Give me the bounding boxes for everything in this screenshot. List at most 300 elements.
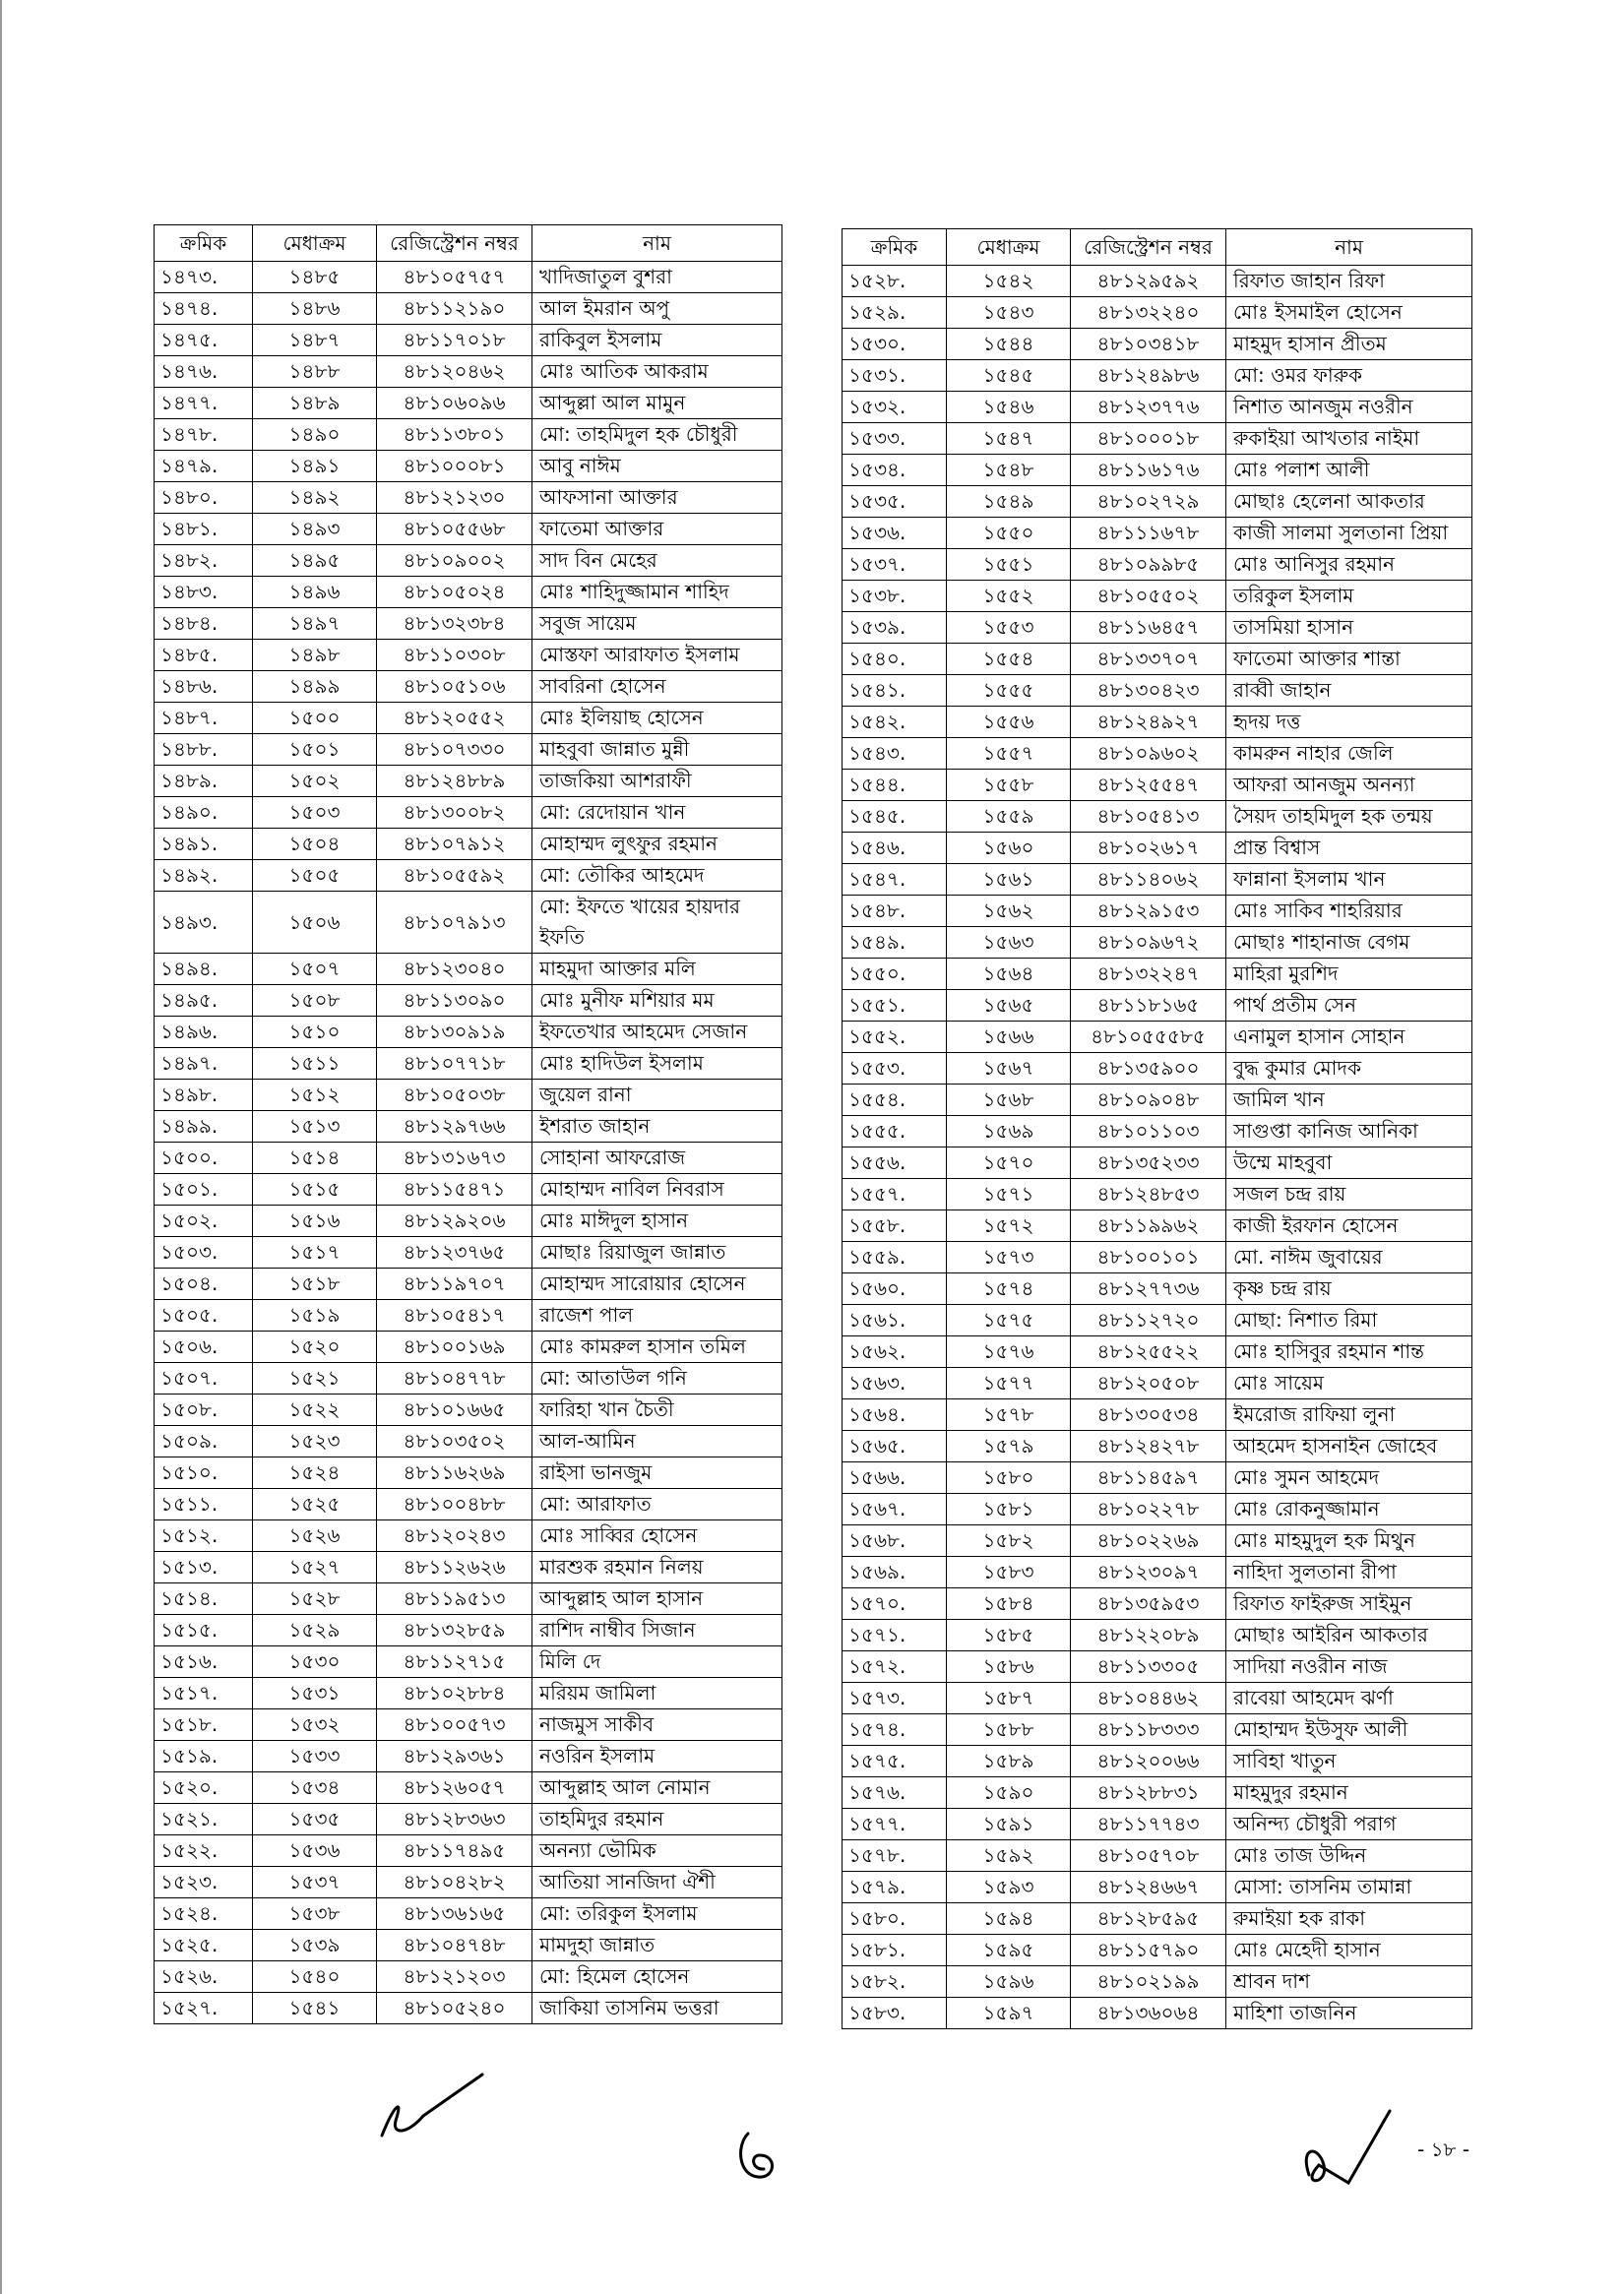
cell-name: আল ইমরান অপু — [532, 293, 782, 325]
cell-name: রাইসা ভানজুম — [532, 1457, 782, 1489]
cell-registration: ৪৮১০৭৯১৩ — [377, 892, 532, 954]
table-row — [155, 262, 782, 293]
cell-serial: ১৫৭০. — [843, 1588, 947, 1620]
cell-serial: ১৫৩৫. — [843, 486, 947, 518]
cell-merit: ১৪৯০ — [253, 419, 377, 451]
cell-serial: ১৪৮৬. — [155, 671, 253, 703]
cell-serial: ১৫৩৭. — [843, 549, 947, 581]
table-row — [843, 1273, 1472, 1305]
cell-registration: ৪৮১০৯৯৮৫ — [1071, 549, 1226, 581]
table-row — [155, 1835, 782, 1867]
cell-registration: ৪৮১০৪২৮২ — [377, 1867, 532, 1898]
cell-registration: ৪৮১০৬০৯৬ — [377, 388, 532, 419]
cell-registration: ৪৮১২৮৫৯৫ — [1071, 1903, 1226, 1935]
cell-registration: ৪৮১৩০৫৩৪ — [1071, 1399, 1226, 1431]
cell-merit: ১৫৯৬ — [947, 1966, 1071, 1998]
cell-merit: ১৪৯৬ — [253, 577, 377, 608]
cell-serial: ১৫৭৮. — [843, 1840, 947, 1872]
cell-registration: ৪৮১১৯৯৬২ — [1071, 1210, 1226, 1242]
cell-merit: ১৫৭৭ — [947, 1368, 1071, 1399]
cell-merit: ১৫১৬ — [253, 1206, 377, 1237]
cell-name: মাহমুদ হাসান প্রীতম — [1226, 329, 1472, 360]
cell-name: আব্দুল্লাহ আল হাসান — [532, 1583, 782, 1615]
cell-serial: ১৫৪৪. — [843, 770, 947, 801]
cell-name: রিফাত জাহান রিফা — [1226, 266, 1472, 297]
cell-serial: ১৪৭৬. — [155, 356, 253, 388]
cell-merit: ১৪৯৭ — [253, 608, 377, 640]
table-row — [155, 1489, 782, 1520]
cell-name: অনন্যা ভৌমিক — [532, 1835, 782, 1867]
cell-serial: ১৫২৩. — [155, 1867, 253, 1898]
cell-serial: ১৫৫৭. — [843, 1179, 947, 1210]
cell-name: মাহমুদুর রহমান — [1226, 1777, 1472, 1809]
cell-serial: ১৫৬৯. — [843, 1557, 947, 1588]
cell-name: মোছাঃ রিয়াজুল জান্নাত — [532, 1237, 782, 1269]
cell-registration: ৪৮১০০০১৮ — [1071, 423, 1226, 455]
table-row — [155, 1804, 782, 1835]
cell-name: মাহমুদা আক্তার মলি — [532, 954, 782, 985]
cell-name: আল-আমিন — [532, 1426, 782, 1457]
cell-registration: ৪৮১১৫৭৯০ — [1071, 1935, 1226, 1966]
cell-name: মোঃ শাহিদুজ্জামান শাহিদ — [532, 577, 782, 608]
cell-registration: ৪৮১০৫৫০২ — [1071, 581, 1226, 612]
cell-registration: ৪৮১০৫৫৬৮ — [377, 514, 532, 545]
table-row — [155, 1300, 782, 1332]
table-row — [155, 1741, 782, 1772]
cell-registration: ৪৮১২৫৫২২ — [1071, 1336, 1226, 1368]
cell-serial: ১৫৫৫. — [843, 1116, 947, 1147]
header-registration: রেজিস্ট্রেশন নম্বর — [1071, 229, 1226, 266]
cell-merit: ১৫৯৭ — [947, 1998, 1071, 2029]
scan-edge-line — [0, 0, 2, 2294]
table-row — [843, 1840, 1472, 1872]
cell-merit: ১৫৩৭ — [253, 1867, 377, 1898]
cell-serial: ১৫৪২. — [843, 707, 947, 738]
cell-serial: ১৫০৭. — [155, 1363, 253, 1395]
cell-name: তাসমিয়া হাসান — [1226, 612, 1472, 644]
cell-serial: ১৫১৯. — [155, 1741, 253, 1772]
cell-name: জাকিয়া তাসনিম ভত্তরা — [532, 1993, 782, 2024]
cell-serial: ১৫৪৯. — [843, 927, 947, 959]
cell-registration: ৪৮১৩৫২৩৩ — [1071, 1147, 1226, 1179]
cell-registration: ৪৮১০০৪৮৮ — [377, 1489, 532, 1520]
cell-registration: ৪৮১০৯০৪৮ — [1071, 1085, 1226, 1116]
table-row — [155, 1048, 782, 1080]
table-row — [843, 392, 1472, 423]
cell-merit: ১৫১৭ — [253, 1237, 377, 1269]
table-row — [155, 1457, 782, 1489]
cell-registration: ৪৮১২৬০৫৭ — [377, 1772, 532, 1804]
cell-serial: ১৪৮৯. — [155, 766, 253, 797]
cell-serial: ১৫৩১. — [843, 360, 947, 392]
cell-name: ইফতেখার আহমেদ সেজান — [532, 1017, 782, 1048]
cell-merit: ১৪৯২ — [253, 482, 377, 514]
cell-serial: ১৫২৮. — [843, 266, 947, 297]
cell-merit: ১৫০৩ — [253, 797, 377, 829]
cell-merit: ১৫০৭ — [253, 954, 377, 985]
table-row — [843, 1935, 1472, 1966]
cell-serial: ১৫১২. — [155, 1520, 253, 1552]
cell-registration: ৪৮১১২১৯০ — [377, 293, 532, 325]
table-row — [155, 1583, 782, 1615]
cell-name: সোহানা আফরোজ — [532, 1143, 782, 1174]
cell-serial: ১৫১৫. — [155, 1615, 253, 1646]
cell-serial: ১৫২৫. — [155, 1930, 253, 1961]
cell-registration: ৪৮১৩৩৭০৭ — [1071, 644, 1226, 675]
cell-registration: ৪৮১১৭৪৯৫ — [377, 1835, 532, 1867]
cell-serial: ১৫৭৫. — [843, 1746, 947, 1777]
cell-serial: ১৫৬৫. — [843, 1431, 947, 1462]
cell-merit: ১৫২০ — [253, 1332, 377, 1363]
table-row — [843, 1777, 1472, 1809]
cell-name: রাজেশ পাল — [532, 1300, 782, 1332]
cell-registration: ৪৮১২৮৮৩১ — [1071, 1777, 1226, 1809]
cell-merit: ১৫৮৬ — [947, 1651, 1071, 1683]
cell-registration: ৪৮১২৫৫৪৭ — [1071, 770, 1226, 801]
table-row — [155, 1111, 782, 1143]
cell-name: কাজী ইরফান হোসেন — [1226, 1210, 1472, 1242]
table-row — [155, 545, 782, 577]
cell-merit: ১৫২৩ — [253, 1426, 377, 1457]
table-row — [843, 738, 1472, 770]
table-row — [155, 766, 782, 797]
cell-merit: ১৫৬৭ — [947, 1053, 1071, 1085]
cell-registration: ৪৮১০৫৪১৩ — [1071, 801, 1226, 833]
cell-serial: ১৫৬৩. — [843, 1368, 947, 1399]
cell-name: মোছাঃ শাহানাজ বেগম — [1226, 927, 1472, 959]
table-row — [843, 1147, 1472, 1179]
cell-merit: ১৫০০ — [253, 703, 377, 734]
table-row — [843, 1683, 1472, 1714]
table-row — [155, 671, 782, 703]
cell-serial: ১৫৪৬. — [843, 833, 947, 864]
cell-name: ফারিহা খান চৈতী — [532, 1395, 782, 1426]
cell-registration: ৪৮১০৯০০২ — [377, 545, 532, 577]
cell-serial: ১৪৭৫. — [155, 325, 253, 356]
cell-serial: ১৫৭২. — [843, 1651, 947, 1683]
cell-merit: ১৪৮৭ — [253, 325, 377, 356]
cell-registration: ৪৮১০০১০১ — [1071, 1242, 1226, 1273]
cell-serial: ১৪৯২. — [155, 860, 253, 892]
cell-name: মোঃ আনিসুর রহমান — [1226, 549, 1472, 581]
cell-merit: ১৫২১ — [253, 1363, 377, 1395]
cell-merit: ১৪৮৯ — [253, 388, 377, 419]
cell-registration: ৪৮১২৩০৪০ — [377, 954, 532, 985]
cell-serial: ১৫৬৪. — [843, 1399, 947, 1431]
cell-merit: ১৫৬১ — [947, 864, 1071, 896]
cell-serial: ১৪৯৩. — [155, 892, 253, 954]
table-row — [843, 1336, 1472, 1368]
cell-name: কাজী সালমা সুলতানা প্রিয়া — [1226, 518, 1472, 549]
cell-merit: ১৪৯৫ — [253, 545, 377, 577]
cell-name: বুদ্ধ কুমার মোদক — [1226, 1053, 1472, 1085]
cell-merit: ১৪৮৫ — [253, 262, 377, 293]
table-row — [843, 1872, 1472, 1903]
cell-serial: ১৫৭১. — [843, 1620, 947, 1651]
cell-registration: ৪৮১০২৮৮৪ — [377, 1678, 532, 1709]
table-row — [155, 1237, 782, 1269]
table-row — [155, 293, 782, 325]
table-row — [843, 1305, 1472, 1336]
cell-merit: ১৫৭০ — [947, 1147, 1071, 1179]
cell-serial: ১৫২০. — [155, 1772, 253, 1804]
cell-merit: ১৫২৯ — [253, 1615, 377, 1646]
table-row — [843, 1179, 1472, 1210]
cell-serial: ১৫২৭. — [155, 1993, 253, 2024]
cell-name: ফাতেমা আক্তার শান্তা — [1226, 644, 1472, 675]
cell-serial: ১৫৫২. — [843, 1022, 947, 1053]
cell-merit: ১৫৪৯ — [947, 486, 1071, 518]
cell-merit: ১৫২৬ — [253, 1520, 377, 1552]
table-row — [843, 1431, 1472, 1462]
cell-registration: ৪৮১০৫৪১৭ — [377, 1300, 532, 1332]
cell-name: মো. নাঈম জুবায়ের — [1226, 1242, 1472, 1273]
table-row — [843, 581, 1472, 612]
table-row — [155, 1898, 782, 1930]
table-row — [155, 954, 782, 985]
cell-merit: ১৫৩৩ — [253, 1741, 377, 1772]
cell-merit: ১৫১৮ — [253, 1269, 377, 1300]
cell-name: মো: আতাউল গনি — [532, 1363, 782, 1395]
cell-merit: ১৫৬৯ — [947, 1116, 1071, 1147]
cell-registration: ৪৮১০২৬১৭ — [1071, 833, 1226, 864]
table-row — [843, 329, 1472, 360]
cell-name: খাদিজাতুল বুশরা — [532, 262, 782, 293]
cell-serial: ১৫১৮. — [155, 1709, 253, 1741]
cell-registration: ৪৮১২০০৬৬ — [1071, 1746, 1226, 1777]
cell-name: হৃদয় দত্ত — [1226, 707, 1472, 738]
cell-registration: ৪৮১২৯৭৬৬ — [377, 1111, 532, 1143]
cell-name: জুয়েল রানা — [532, 1080, 782, 1111]
table-row — [155, 1080, 782, 1111]
cell-name: মো: আরাফাত — [532, 1489, 782, 1520]
merit-list-table-left — [154, 224, 782, 2024]
cell-name: তরিকুল ইসলাম — [1226, 581, 1472, 612]
cell-serial: ১৪৮২. — [155, 545, 253, 577]
cell-name: মামদুহা জান্নাত — [532, 1930, 782, 1961]
cell-name: মোঃ সাকিব শাহরিয়ার — [1226, 896, 1472, 927]
cell-name: রাবেয়া আহমেদ ঝর্ণা — [1226, 1683, 1472, 1714]
cell-serial: ১৫৪৮. — [843, 896, 947, 927]
cell-name: কৃষ্ণ চন্দ্র রায় — [1226, 1273, 1472, 1305]
cell-name: মোঃ পলাশ আলী — [1226, 455, 1472, 486]
cell-serial: ১৫৫৯. — [843, 1242, 947, 1273]
cell-registration: ৪৮১০৫০৩৮ — [377, 1080, 532, 1111]
cell-registration: ৪৮১০৫৭০৮ — [1071, 1840, 1226, 1872]
cell-registration: ৪৮১০৪৪৬২ — [1071, 1683, 1226, 1714]
table-row — [843, 864, 1472, 896]
table-row — [155, 1174, 782, 1206]
cell-registration: ৪৮১২৪৮৫৩ — [1071, 1179, 1226, 1210]
cell-serial: ১৫০১. — [155, 1174, 253, 1206]
cell-registration: ৪৮১২০২৪৩ — [377, 1520, 532, 1552]
cell-merit: ১৫৮১ — [947, 1494, 1071, 1525]
table-row — [843, 1494, 1472, 1525]
cell-serial: ১৫০৫. — [155, 1300, 253, 1332]
table-row — [155, 1615, 782, 1646]
cell-registration: ৪৮১০২১৯৯ — [1071, 1966, 1226, 1998]
cell-serial: ১৪৮১. — [155, 514, 253, 545]
cell-serial: ১৫৩৩. — [843, 423, 947, 455]
table-row — [843, 1116, 1472, 1147]
table-row — [155, 829, 782, 860]
cell-serial: ১৫৬৮. — [843, 1525, 947, 1557]
table-row — [155, 734, 782, 766]
table-row — [155, 1867, 782, 1898]
cell-name: মোছা: নিশাত রিমা — [1226, 1305, 1472, 1336]
cell-serial: ১৫৮২. — [843, 1966, 947, 1998]
cell-merit: ১৫০২ — [253, 766, 377, 797]
table-row — [843, 486, 1472, 518]
cell-merit: ১৫৬৮ — [947, 1085, 1071, 1116]
table-row — [155, 1269, 782, 1300]
table-row — [843, 297, 1472, 329]
cell-name: মোঃ ইসমাইল হোসেন — [1226, 297, 1472, 329]
cell-name: মোহাম্মদ ইউসুফ আলী — [1226, 1714, 1472, 1746]
cell-merit: ১৫৩৯ — [253, 1930, 377, 1961]
cell-registration: ৪৮১১১৬৭৮ — [1071, 518, 1226, 549]
cell-registration: ৪৮১৩৬০৬৪ — [1071, 1998, 1226, 2029]
header-serial: ক্রমিক — [155, 225, 253, 262]
cell-name: মোঃ হাসিবুর রহমান শান্ত — [1226, 1336, 1472, 1368]
cell-registration: ৪৮১০৭৯১২ — [377, 829, 532, 860]
table-row — [843, 1966, 1472, 1998]
cell-registration: ৪৮১১৩৮০১ — [377, 419, 532, 451]
table-row — [155, 1395, 782, 1426]
cell-name: মো: তরিকুল ইসলাম — [532, 1898, 782, 1930]
cell-name: মাহিশা তাজনিন — [1226, 1998, 1472, 2029]
cell-name: মোঃ তাজ উদ্দিন — [1226, 1840, 1472, 1872]
cell-serial: ১৫০৮. — [155, 1395, 253, 1426]
cell-merit: ১৫৮৮ — [947, 1714, 1071, 1746]
cell-merit: ১৫৮৯ — [947, 1746, 1071, 1777]
cell-registration: ৪৮১৩২২৪০ — [1071, 297, 1226, 329]
cell-serial: ১৫২৪. — [155, 1898, 253, 1930]
cell-serial: ১৫৭৪. — [843, 1714, 947, 1746]
cell-name: নওরিন ইসলাম — [532, 1741, 782, 1772]
table-row — [155, 356, 782, 388]
cell-serial: ১৫১৩. — [155, 1552, 253, 1583]
table-row — [155, 1552, 782, 1583]
cell-serial: ১৪৮৮. — [155, 734, 253, 766]
cell-name: ইশরাত জাহান — [532, 1111, 782, 1143]
cell-serial: ১৪৮৫. — [155, 640, 253, 671]
cell-serial: ১৫৮৩. — [843, 1998, 947, 2029]
table-row — [155, 419, 782, 451]
cell-registration: ৪৮১১০৩০৮ — [377, 640, 532, 671]
cell-name: মোঃ রোকনুজ্জামান — [1226, 1494, 1472, 1525]
cell-name: এনামুল হাসান সোহান — [1226, 1022, 1472, 1053]
cell-serial: ১৫১০. — [155, 1457, 253, 1489]
cell-registration: ৪৮১০০৫৭৩ — [377, 1709, 532, 1741]
table-row — [155, 514, 782, 545]
cell-registration: ৪৮১১৩৩০৫ — [1071, 1651, 1226, 1683]
table-row — [155, 703, 782, 734]
table-row — [155, 1646, 782, 1678]
cell-merit: ১৫৭৩ — [947, 1242, 1071, 1273]
cell-name: মোঃ হাদিউল ইসলাম — [532, 1048, 782, 1080]
cell-serial: ১৫৪১. — [843, 675, 947, 707]
cell-registration: ৪৮১০৪৭৭৮ — [377, 1363, 532, 1395]
cell-name: মোঃ আতিক আকরাম — [532, 356, 782, 388]
cell-serial: ১৫৫১. — [843, 990, 947, 1022]
table-row — [843, 1620, 1472, 1651]
table-row — [155, 325, 782, 356]
cell-merit: ১৫৪১ — [253, 1993, 377, 2024]
cell-serial: ১৫০০. — [155, 1143, 253, 1174]
cell-serial: ১৫৪৩. — [843, 738, 947, 770]
cell-serial: ১৫৬২. — [843, 1336, 947, 1368]
cell-registration: ৪৮১২২০৮৯ — [1071, 1620, 1226, 1651]
cell-merit: ১৫৩১ — [253, 1678, 377, 1709]
cell-serial: ১৪৯৮. — [155, 1080, 253, 1111]
cell-name: তাহমিদুর রহমান — [532, 1804, 782, 1835]
cell-serial: ১৫৪৫. — [843, 801, 947, 833]
cell-serial: ১৪৭৯. — [155, 451, 253, 482]
table-row — [843, 1399, 1472, 1431]
cell-merit: ১৫৬৪ — [947, 959, 1071, 990]
cell-name: মোঃ কামরুল হাসান তমিল — [532, 1332, 782, 1363]
table-row — [843, 833, 1472, 864]
cell-merit: ১৫৮২ — [947, 1525, 1071, 1557]
table-row — [155, 451, 782, 482]
cell-merit: ১৫৭৫ — [947, 1305, 1071, 1336]
table-row — [155, 1363, 782, 1395]
cell-merit: ১৫২৫ — [253, 1489, 377, 1520]
cell-name: মো: তাহমিদুল হক চৌধুরী — [532, 419, 782, 451]
cell-registration: ৪৮১১৯৫১৩ — [377, 1583, 532, 1615]
cell-merit: ১৫০১ — [253, 734, 377, 766]
cell-merit: ১৫৯৩ — [947, 1872, 1071, 1903]
cell-merit: ১৫৫৩ — [947, 612, 1071, 644]
cell-name: মো: তৌকির আহমেদ — [532, 860, 782, 892]
cell-name: সাগুপ্তা কানিজ আনিকা — [1226, 1116, 1472, 1147]
table-row — [155, 1772, 782, 1804]
cell-merit: ১৫৫১ — [947, 549, 1071, 581]
cell-registration: ৪৮১১২৬২৬ — [377, 1552, 532, 1583]
cell-merit: ১৪৯১ — [253, 451, 377, 482]
cell-merit: ১৫৮৫ — [947, 1620, 1071, 1651]
cell-name: মাহবুবা জান্নাত মুন্নী — [532, 734, 782, 766]
cell-registration: ৪৮১০১৬৬৫ — [377, 1395, 532, 1426]
cell-registration: ৪৮১২৩৭৭৬ — [1071, 392, 1226, 423]
table-row — [843, 1210, 1472, 1242]
cell-registration: ৪৮১২০৪৬২ — [377, 356, 532, 388]
table-row — [843, 675, 1472, 707]
cell-serial: ১৪৮০. — [155, 482, 253, 514]
cell-merit: ১৫৩০ — [253, 1646, 377, 1678]
cell-serial: ১৫৫৪. — [843, 1085, 947, 1116]
cell-merit: ১৫৬৬ — [947, 1022, 1071, 1053]
table-row — [155, 640, 782, 671]
cell-merit: ১৫১১ — [253, 1048, 377, 1080]
cell-registration: ৪৮১৩০৪২৩ — [1071, 675, 1226, 707]
cell-registration: ৪৮১১২৭১৫ — [377, 1646, 532, 1678]
cell-registration: ৪৮১১৮৩৩৩ — [1071, 1714, 1226, 1746]
cell-serial: ১৫২২. — [155, 1835, 253, 1867]
cell-registration: ৪৮১৩৫৯৫৩ — [1071, 1588, 1226, 1620]
handwritten-signature-right — [1280, 2106, 1398, 2195]
cell-registration: ৪৮১০২২৭৮ — [1071, 1494, 1226, 1525]
cell-registration: ৪৮১১৭০১৮ — [377, 325, 532, 356]
header-merit: মেধাক্রম — [947, 229, 1071, 266]
cell-registration: ৪৮১০৩৪১৮ — [1071, 329, 1226, 360]
cell-registration: ৪৮১০১১০৩ — [1071, 1116, 1226, 1147]
cell-merit: ১৫৮৭ — [947, 1683, 1071, 1714]
cell-serial: ১৫৩৮. — [843, 581, 947, 612]
cell-registration: ৪৮১০৯৬০২ — [1071, 738, 1226, 770]
cell-registration: ৪৮১০৫২৪০ — [377, 1993, 532, 2024]
